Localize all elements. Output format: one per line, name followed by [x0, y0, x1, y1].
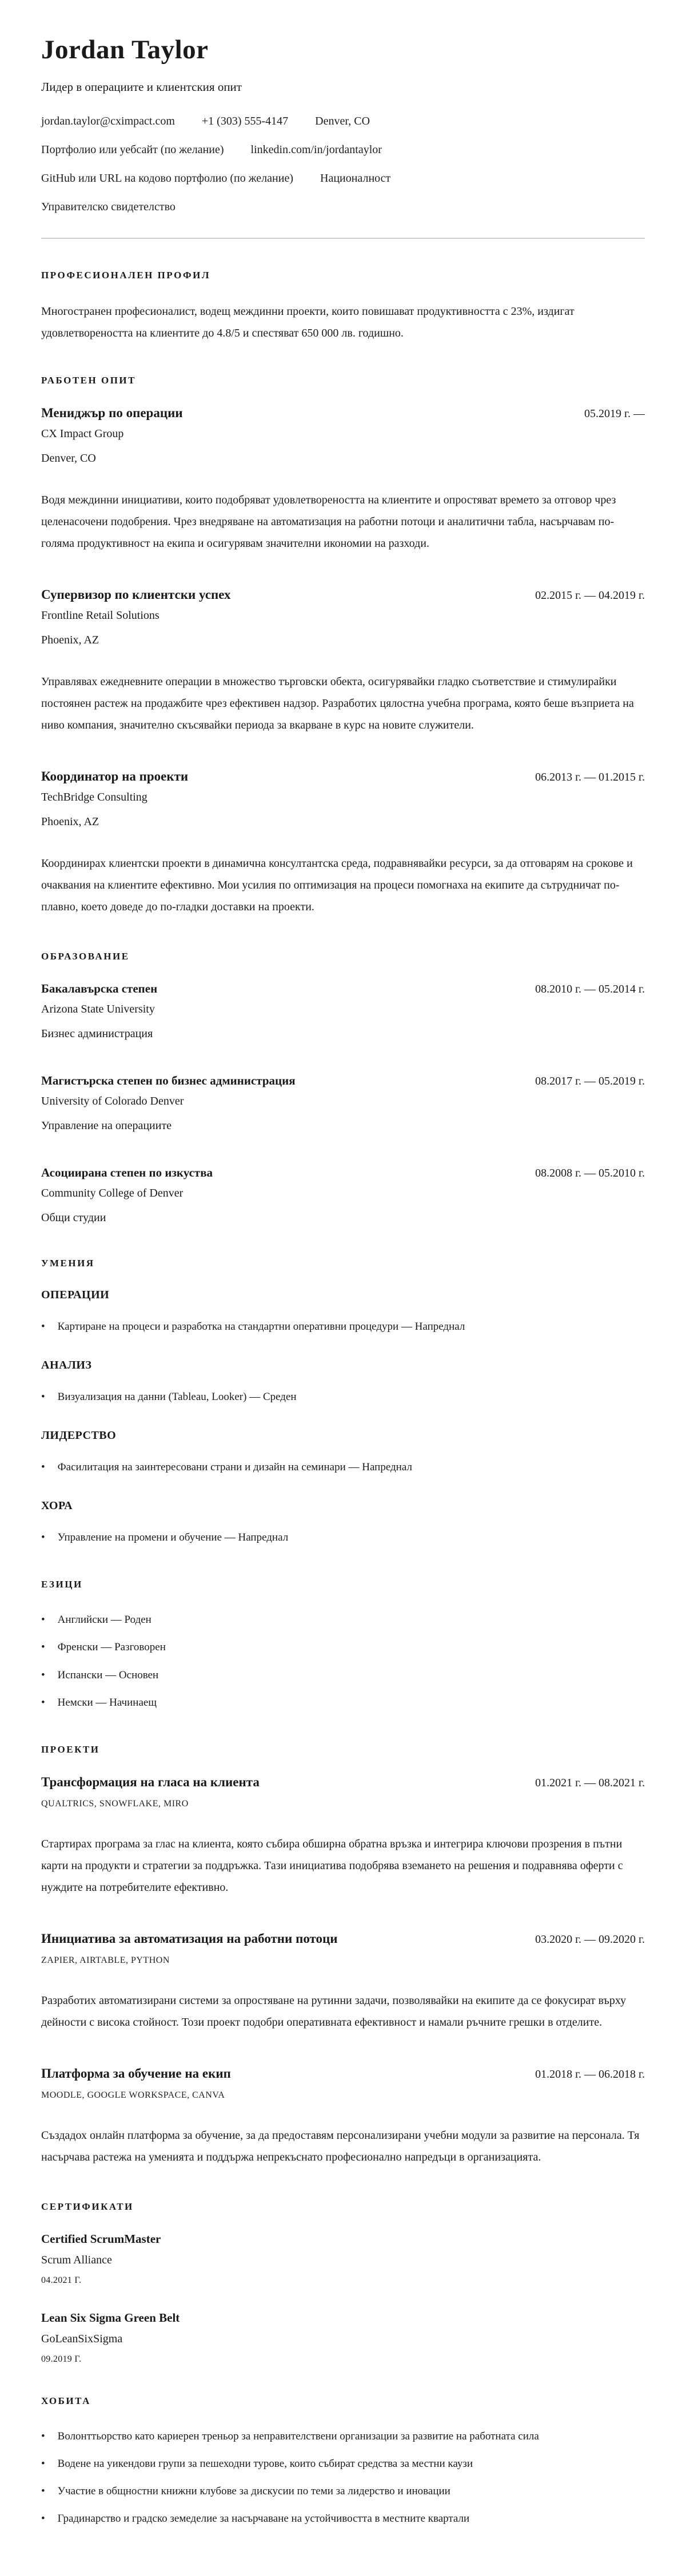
education-dates: 08.2008 г. — 05.2010 г.	[535, 1167, 645, 1179]
section-education	[41, 951, 645, 1225]
project-entry	[41, 1931, 645, 2033]
project-description: Стартирах програма за глас на клиента, която събира обширна обратна връзка и интегрира ключови прозрения в пътни карти на продукти и стратегии за поддръжка. Тази инициатива подобрява вземането на решения и подравнява оферти с нуждите на потребителите ефективно.	[41, 1837, 623, 1894]
person-headline: Лидер в операциите и клиентския опит	[41, 80, 242, 94]
resume-header	[41, 34, 645, 239]
certificate-date: 04.2021 Г.	[41, 2275, 82, 2285]
hobby-item: • Водене на уикендови групи за пешеходни турове, които събират средства за местни каузи	[41, 2454, 645, 2474]
bullet-icon: •	[41, 1614, 45, 1626]
education-field: Бизнес администрация	[41, 1027, 153, 1040]
skill-category: ЛИДЕРСТВО	[41, 1429, 117, 1442]
job-title: Супервизор по клиентски успех	[41, 587, 231, 602]
hobby-item: • Участие в общностни книжни клубове за дискусии по теми за лидерство и иновации	[41, 2481, 645, 2502]
education-field: Общи студии	[41, 1211, 106, 1224]
section-languages	[41, 1579, 645, 1713]
section-heading-projects: ПРОЕКТИ	[41, 1743, 100, 1755]
bullet-icon: •	[41, 2485, 45, 2497]
job-description: Управлявах ежедневните операции в множество търговски обекта, осигурявайки гладко съответствие и стимулирайки постоянен растеж на продажбите чрез ефективен надзор. Разработих цялостна учебна програма, която беше възприета на ниво компания, значително скъсявайки периода за вкарване в курс на новите служители.	[41, 675, 634, 731]
contact-email: jordan.taylor@cximpact.com	[41, 115, 175, 127]
skill-group	[41, 1499, 645, 1548]
job-dates: 05.2019 г. —	[584, 407, 645, 420]
job-title: Мениджър по операции	[41, 406, 183, 420]
section-heading-profile: ПРОФЕСИОНАЛЕН ПРОФИЛ	[41, 270, 211, 281]
education-school: University of Colorado Denver	[41, 1095, 184, 1107]
job-dates: 02.2015 г. — 04.2019 г.	[535, 589, 645, 602]
project-tools: MOODLE, GOOGLE WORKSPACE, CANVA	[41, 2090, 225, 2100]
contact-phone: +1 (303) 555-4147	[201, 115, 289, 127]
section-hobbies	[41, 2395, 645, 2529]
section-heading-certificates: СЕРТИФИКАТИ	[41, 2201, 134, 2212]
skill-group	[41, 1359, 645, 1407]
section-heading-education: ОБРАЗОВАНИЕ	[41, 951, 130, 962]
degree-title: Бакалавърска степен	[41, 982, 158, 995]
certificate-issuer: GoLeanSixSigma	[41, 2332, 123, 2345]
project-tools: ZAPIER, AIRTABLE, PYTHON	[41, 1955, 170, 1965]
section-certificates	[41, 2201, 645, 2365]
project-dates: 01.2021 г. — 08.2021 г.	[535, 1776, 645, 1789]
job-company: TechBridge Consulting	[41, 791, 147, 803]
section-profile	[41, 270, 645, 344]
job-company: CX Impact Group	[41, 427, 124, 440]
section-heading-hobbies: ХОБИТА	[41, 2395, 91, 2406]
education-entry	[41, 1166, 645, 1225]
education-entry	[41, 1074, 645, 1133]
certificate-entry	[41, 2311, 645, 2365]
skill-item: • Визуализация на данни (Tableau, Looker) — Среден	[41, 1387, 645, 1407]
section-projects	[41, 1744, 645, 2168]
skill-item: • Фасилитация на заинтересовани страни и дизайн на семинари — Напреднал	[41, 1457, 645, 1478]
skill-group	[41, 1429, 645, 1478]
bullet-icon: •	[41, 2457, 45, 2470]
job-entry	[41, 406, 645, 554]
job-location: Phoenix, AZ	[41, 815, 99, 828]
section-heading-experience: РАБОТЕН ОПИТ	[41, 375, 136, 386]
certificate-issuer: Scrum Alliance	[41, 2253, 112, 2266]
job-dates: 06.2013 г. — 01.2015 г.	[535, 771, 645, 783]
contact-license: Управителско свидетелство	[41, 201, 176, 213]
project-description: Разработих автоматизирани системи за опростяване на рутинни задачи, позволявайки на екипите да се фокусират върху дейности с висока стойност. Този проект подобри оперативната ефективност и намали ръчните грешки в отделите.	[41, 1994, 627, 2029]
project-dates: 03.2020 г. — 09.2020 г.	[535, 1933, 645, 1946]
job-company: Frontline Retail Solutions	[41, 609, 159, 622]
certificate-entry	[41, 2232, 645, 2286]
bullet-icon: •	[41, 1531, 45, 1544]
job-location: Denver, CO	[41, 452, 96, 465]
contact-nationality: Националност	[320, 172, 391, 185]
job-title: Координатор на проекти	[41, 769, 189, 783]
skill-item: • Управление на промени и обучение — Напреднал	[41, 1527, 645, 1548]
education-field: Управление на операциите	[41, 1119, 172, 1132]
skill-item: • Картиране на процеси и разработка на стандартни оперативни процедури — Напреднал	[41, 1317, 645, 1337]
header-divider	[41, 238, 645, 239]
section-heading-skills: УМЕНИЯ	[41, 1258, 95, 1269]
project-dates: 01.2018 г. — 06.2018 г.	[535, 2067, 645, 2081]
section-experience	[41, 375, 645, 918]
project-entry	[41, 1775, 645, 1898]
contact-linkedin: linkedin.com/in/jordantaylor	[250, 143, 382, 156]
language-item: • Испански — Основен	[41, 1665, 645, 1686]
project-title: Инициатива за автоматизация на работни потоци	[41, 1931, 338, 1946]
education-dates: 08.2017 г. — 05.2019 г.	[535, 1075, 645, 1087]
job-location: Phoenix, AZ	[41, 634, 99, 646]
bullet-icon: •	[41, 1391, 45, 1403]
degree-title: Асоциирана степен по изкуства	[41, 1166, 213, 1179]
contact-location: Denver, CO	[315, 115, 370, 127]
language-item: • Английски — Роден	[41, 1610, 645, 1630]
contact-portfolio: Портфолио или уебсайт (по желание)	[41, 143, 224, 156]
project-title: Платформа за обучение на екип	[41, 2066, 231, 2081]
skill-category: ХОРА	[41, 1499, 73, 1513]
job-description: Координирах клиентски проекти в динамична консултантска среда, подравнявайки ресурси, за да отговарям на срокове и очаквания на клиентите ефективно. Мои усилия по оптимизация на процеси помогнаха на екипите да сътрудничат по-плавно, което доведе до по-гладки доставки на проекти.	[41, 857, 633, 913]
education-dates: 08.2010 г. — 05.2014 г.	[535, 983, 645, 995]
certificate-name: Certified ScrumMaster	[41, 2231, 161, 2246]
contact-row-2	[41, 143, 645, 157]
skill-group	[41, 1289, 645, 1337]
project-title: Трансформация на гласа на клиента	[41, 1774, 260, 1789]
bullet-icon: •	[41, 2430, 45, 2442]
bullet-icon: •	[41, 1641, 45, 1654]
bullet-icon: •	[41, 2513, 45, 2525]
contact-row-1	[41, 115, 645, 128]
contact-row-3	[41, 172, 645, 185]
bullet-icon: •	[41, 1321, 45, 1333]
language-item: • Френски — Разговорен	[41, 1637, 645, 1658]
hobby-item: • Градинарство и градско земеделие за насърчаване на устойчивостта в местните квартали	[41, 2509, 645, 2529]
profile-text: Многостранен професионалист, водещ междинни проекти, които повишават продуктивността с 23%, издигат удовлетвореността на клиентите до 4.8/5 и спестяват 650 000 лв. годишно.	[41, 305, 575, 339]
section-skills	[41, 1258, 645, 1548]
person-name: Jordan Taylor	[41, 35, 209, 65]
education-school: Arizona State University	[41, 1003, 155, 1015]
bullet-icon: •	[41, 1696, 45, 1709]
hobby-item: • Волонттьорство като кариерен треньор за неправителствени организации за развитие на работната сила	[41, 2426, 645, 2447]
certificate-date: 09.2019 Г.	[41, 2354, 82, 2364]
section-heading-languages: ЕЗИЦИ	[41, 1579, 83, 1590]
skill-category: ОПЕРАЦИИ	[41, 1289, 110, 1301]
project-description: Създадох онлайн платформа за обучение, за да предоставям персонализирани учебни модули за развитие на персонала. Тя насърчава растежа на уменията и поддържа непрекъснато професионално напредъци в организацията.	[41, 2129, 640, 2163]
degree-title: Магистърска степен по бизнес администрация	[41, 1074, 296, 1087]
bullet-icon: •	[41, 1669, 45, 1681]
language-item: • Немски — Начинаещ	[41, 1693, 645, 1713]
education-entry	[41, 982, 645, 1041]
project-tools: QUALTRICS, SNOWFLAKE, MIRO	[41, 1798, 189, 1809]
job-entry	[41, 769, 645, 918]
project-entry	[41, 2066, 645, 2168]
job-description: Водя междинни инициативи, които подобряват удовлетвореността на клиентите и опростяват времето за отговор чрез целенасочени подобрения. Чрез внедряване на автоматизация на работни потоци и аналитични табла, насърчавам по-голяма продуктивност на екипа и осигурявам значителни икономии на разходи.	[41, 494, 616, 550]
bullet-icon: •	[41, 1461, 45, 1474]
contact-github: GitHub или URL на кодово портфолио (по желание)	[41, 172, 293, 185]
skill-category: АНАЛИЗ	[41, 1359, 92, 1372]
contact-row-4	[41, 201, 645, 214]
certificate-name: Lean Six Sigma Green Belt	[41, 2310, 180, 2325]
job-entry	[41, 587, 645, 736]
education-school: Community College of Denver	[41, 1187, 184, 1199]
